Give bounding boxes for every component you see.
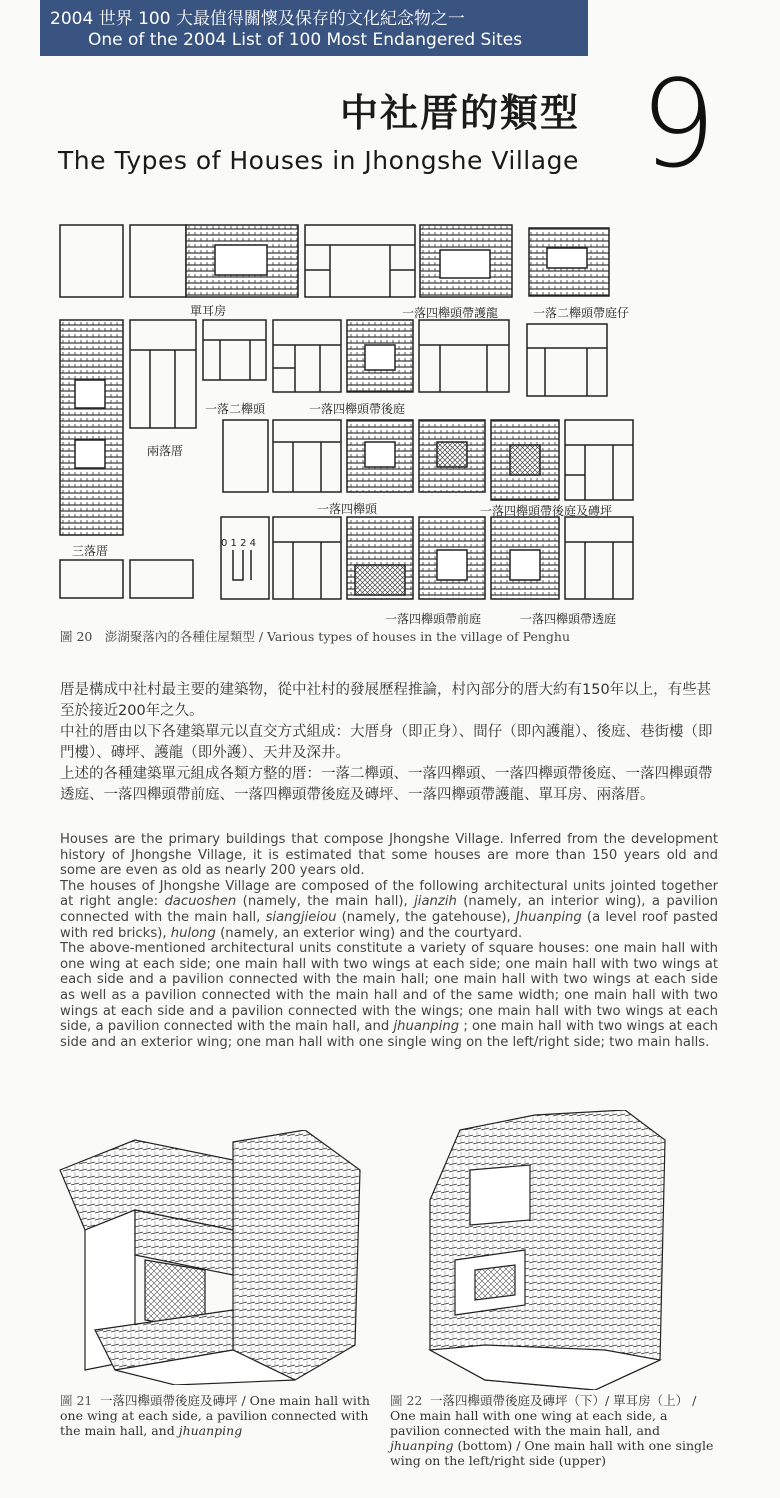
term-jhuanping: Jhuanping	[515, 909, 582, 925]
figure-21-caption	[60, 1393, 380, 1438]
term-jhuanping-2: jhuanping	[393, 1019, 460, 1035]
floor-plans-drawing	[55, 220, 670, 630]
en-p2-text-a: The houses of Jhongshe Village are composed of the following architectural units jointed together at right angle:	[60, 878, 718, 910]
header-banner	[40, 0, 588, 56]
en-p2-text-d: (namely, the gatehouse),	[336, 909, 516, 925]
en-p2-text-c: (namely, an interior wing), a pavilion connected with the main hall,	[60, 894, 718, 925]
label-one-two-tingzai: 一落二櫸頭帶庭仔	[533, 306, 630, 320]
en-p3-text-b: ; one main hall with two wings at each side and an exterior wing; one man hall with one single wing on the left/right side; two main halls.	[60, 1019, 718, 1050]
term-hulong: hulong	[170, 925, 216, 941]
figure-22-caption-en-a: / One main hall with one wing at each side, a pavilion connected with the main hall, and	[390, 1393, 697, 1438]
scale-bar-label: 0 1 2 4	[221, 538, 256, 549]
figure-22-illustration	[425, 1110, 670, 1390]
floor-plan-figure	[55, 220, 670, 630]
figure-22-number: 圖 22	[390, 1393, 423, 1408]
figure-21-number: 圖 21	[60, 1393, 93, 1408]
figure-21-illustration	[55, 1130, 365, 1385]
label-two-luo: 兩落厝	[147, 444, 184, 458]
figure-21-caption-en: / One main hall with one wing at each side, a pavilion connected with the main hall, and	[60, 1393, 370, 1438]
term-dacuoshen: dacuoshen	[164, 894, 237, 910]
banner-line-en: One of the 2004 List of 100 Most Endangered Sites	[88, 30, 523, 50]
chinese-body-text	[60, 680, 720, 806]
figure-22-caption	[390, 1393, 720, 1468]
term-jianzih: jianzih	[414, 894, 457, 910]
en-paragraph-2	[60, 879, 718, 941]
label-one-four-hulong: 一落四櫸頭帶護龍	[402, 306, 499, 320]
figure-21-caption-zh: 一落四櫸頭帶後庭及磚坪	[100, 1393, 238, 1408]
label-one-four-houting-zhuanping: 一落四櫸頭帶後庭及磚坪	[480, 504, 613, 518]
en-p2-text-e: (a level roof pasted with red bricks),	[60, 909, 718, 941]
label-one-two: 一落二櫸頭	[205, 402, 266, 416]
label-one-four: 一落四櫸頭	[317, 502, 378, 516]
zh-paragraph-3: 上述的各種建築單元組成各類方整的厝：一落二櫸頭、一落四櫸頭、一落四櫸頭帶後庭、一落四櫸頭帶透庭、一落四櫸頭帶前庭、一落四櫸頭帶後庭及磚坪、一落四櫸頭帶護龍、單耳房、兩落厝。	[60, 766, 713, 803]
figure-22-caption-zh: 一落四櫸頭帶後庭及磚坪（下）/ 單耳房（上）	[430, 1393, 689, 1408]
english-body-text	[60, 832, 718, 1050]
page-title-en: The Types of Houses in Jhongshe Village	[58, 146, 579, 175]
zh-paragraph-1: 厝是構成中社村最主要的建築物，從中社村的發展歷程推論，村內部分的厝大約有150年以上，有些甚至於接近200年之久。	[60, 682, 712, 719]
term-siangjieiou: siangjieiou	[265, 909, 337, 925]
en-p2-text-b: (namely, the main hall),	[236, 894, 415, 910]
en-p3-text-a: The above-mentioned architectural units constitute a variety of square houses: one main hall with one wing at each side; one main hall with two wings at each side; one main hall with two wings at each side and a pavilion connected with the main hall; one main hall with two wings at each side as well as a pavilion connected with the main hall and of the same width; one main hall with two wings at each side and a pavilion connected with the wings; one main hall with two wings at each side, a pavilion connected with the main hall, and	[60, 941, 718, 1035]
label-one-four-houting: 一落四櫸頭帶後庭	[309, 402, 406, 416]
banner-line-zh: 2004 世界 100 大最值得關懷及保存的文化紀念物之一	[50, 9, 465, 29]
label-one-four-qianting: 一落四櫸頭帶前庭	[385, 612, 482, 626]
figure-20-caption: 圖 20 澎湖聚落內的各種住屋類型 / Various types of houses in the village of Penghu	[60, 629, 571, 644]
figure-22-caption-en-b: (bottom) / One main hall with one single wing on the left/right side (upper)	[390, 1438, 714, 1468]
label-one-four-touting: 一落四櫸頭帶透庭	[520, 612, 617, 626]
zh-paragraph-2: 中社的厝由以下各建築單元以直交方式組成：大厝身（即正身）、間仔（即內護龍）、後庭、巷街樓（即門樓）、磚坪、護龍（即外護）、天井及深井。	[60, 724, 713, 761]
en-p2-text-f: (namely, an exterior wing) and the courtyard.	[215, 925, 523, 941]
figure-21-caption-term: jhuanping	[178, 1423, 243, 1438]
en-paragraph-3	[60, 941, 718, 1050]
page-title-zh: 中社厝的類型	[340, 91, 581, 135]
en-paragraph-1: Houses are the primary buildings that compose Jhongshe Village. Inferred from the development history of Jhongshe Village, it is estimated that some houses are more than 150 years old and some are even as old as nearly 200 years old.	[60, 832, 718, 879]
label-danerfang: 單耳房	[190, 304, 227, 318]
figure-22-caption-term: jhuanping	[390, 1438, 454, 1453]
chapter-number: 9	[640, 56, 717, 195]
label-three-luo: 三落厝	[72, 544, 109, 558]
